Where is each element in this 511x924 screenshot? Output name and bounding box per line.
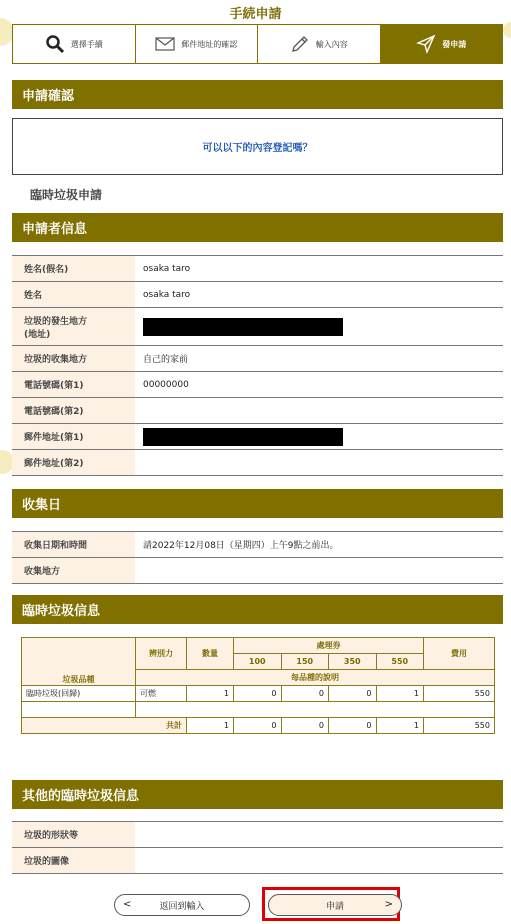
field-label: 垃圾的發生地方 (地址) [12,308,135,346]
applicant-table [12,255,503,476]
field-value [135,822,503,848]
step-navigation [12,24,503,64]
field-label: 郵件地址(第1) [12,424,135,450]
garbage-table [21,637,495,734]
chevron-left-icon: < [123,899,132,910]
table-row [12,372,503,398]
cell-item: 臨時垃圾(回歸) [22,686,136,702]
field-value: osaka taro [135,282,503,308]
field-label: 郵件地址(第2) [12,450,135,476]
col-header-item: 垃圾品種 [22,638,136,686]
field-value: 00000000 [135,372,503,398]
cell-fee: 550 [424,686,495,702]
field-value [135,450,503,476]
redacted-email [143,428,343,446]
table-row [12,256,503,282]
step-label: 輸入內容 [315,39,348,49]
cell-description [136,702,495,718]
total-row [22,718,495,734]
table-row [22,686,495,702]
field-label: 收集日期和時間 [12,532,135,558]
decor-circle [503,22,511,38]
step-select-procedure [13,25,136,63]
table-row [12,346,503,372]
procedure-name: 臨時垃圾申請 [30,188,103,202]
table-row [12,282,503,308]
step-label: 郵件地址的確認 [181,39,238,49]
field-label: 垃圾的收集地方 [12,346,135,372]
section-header-collection: 收集日 [12,489,503,518]
col-header-ticket: 處理券 [234,638,424,654]
back-to-input-button[interactable] [114,894,250,916]
collection-table [12,531,503,584]
col-header-qty: 數量 [187,638,234,670]
field-label: 電話號碼(第2) [12,398,135,424]
total-label: 共計 [22,718,187,734]
field-value [135,308,503,346]
step-label: 發申請 [442,39,467,49]
cell-t150: 0 [281,686,329,702]
field-label: 電話號碼(第1) [12,372,135,398]
field-value [135,558,503,584]
col-header-100: 100 [234,654,282,670]
field-label: 垃圾的形狀等 [12,822,135,848]
cell-t100: 0 [234,686,282,702]
total-fee: 550 [424,718,495,734]
table-row [12,424,503,450]
col-header-350: 350 [329,654,377,670]
field-value [135,424,503,450]
redacted-address [143,318,343,336]
cell-type: 可燃 [136,686,187,702]
submit-button[interactable] [268,894,402,916]
table-row [12,822,503,848]
pencil-icon [290,34,310,54]
cell-t350: 0 [329,686,377,702]
section-header-applicant: 申請者信息 [12,213,503,242]
field-label: 垃圾的圖像 [12,848,135,874]
field-value: 請2022年12月08日（星期四）上午9點之前出。 [135,532,503,558]
col-header-description: 每品種的說明 [136,670,495,686]
total-t150: 0 [281,718,329,734]
col-header-150: 150 [281,654,329,670]
table-row [12,558,503,584]
cell-t550: 1 [376,686,424,702]
table-row [12,848,503,874]
total-qty: 1 [187,718,234,734]
step-send-application [381,25,503,63]
col-header-550: 550 [376,654,424,670]
step-label: 選擇手續 [70,39,103,49]
section-header-garbage: 臨時垃圾信息 [12,595,503,624]
other-table [12,821,503,874]
send-icon [416,34,436,54]
field-value [135,848,503,874]
cell-empty [22,702,136,718]
section-header-other: 其他的臨時垃圾信息 [12,780,503,809]
table-row [12,532,503,558]
field-label: 收集地方 [12,558,135,584]
back-button-label: 返回到輸入 [159,901,205,912]
field-label: 姓名 [12,282,135,308]
total-t350: 0 [329,718,377,734]
confirm-message: 可以以下的內容登記嗎？ [12,118,503,175]
cell-qty: 1 [187,686,234,702]
col-header-type: 辨別力 [136,638,187,670]
total-t100: 0 [234,718,282,734]
search-icon [45,34,65,54]
page-title: 手続申請 [229,7,282,22]
table-row [12,398,503,424]
mail-icon [155,37,175,51]
table-row [22,702,495,718]
table-row [12,308,503,346]
field-value [135,398,503,424]
step-email-confirm [136,25,259,63]
submit-button-label: 申請 [325,901,344,912]
col-header-fee: 費用 [424,638,495,670]
field-value: 自己的家前 [135,346,503,372]
step-input-content [258,25,381,63]
total-t550: 1 [376,718,424,734]
table-row [12,450,503,476]
field-value: osaka taro [135,256,503,282]
field-label: 姓名(假名) [12,256,135,282]
chevron-right-icon: > [384,899,393,910]
section-header-confirm: 申請確認 [12,80,503,109]
